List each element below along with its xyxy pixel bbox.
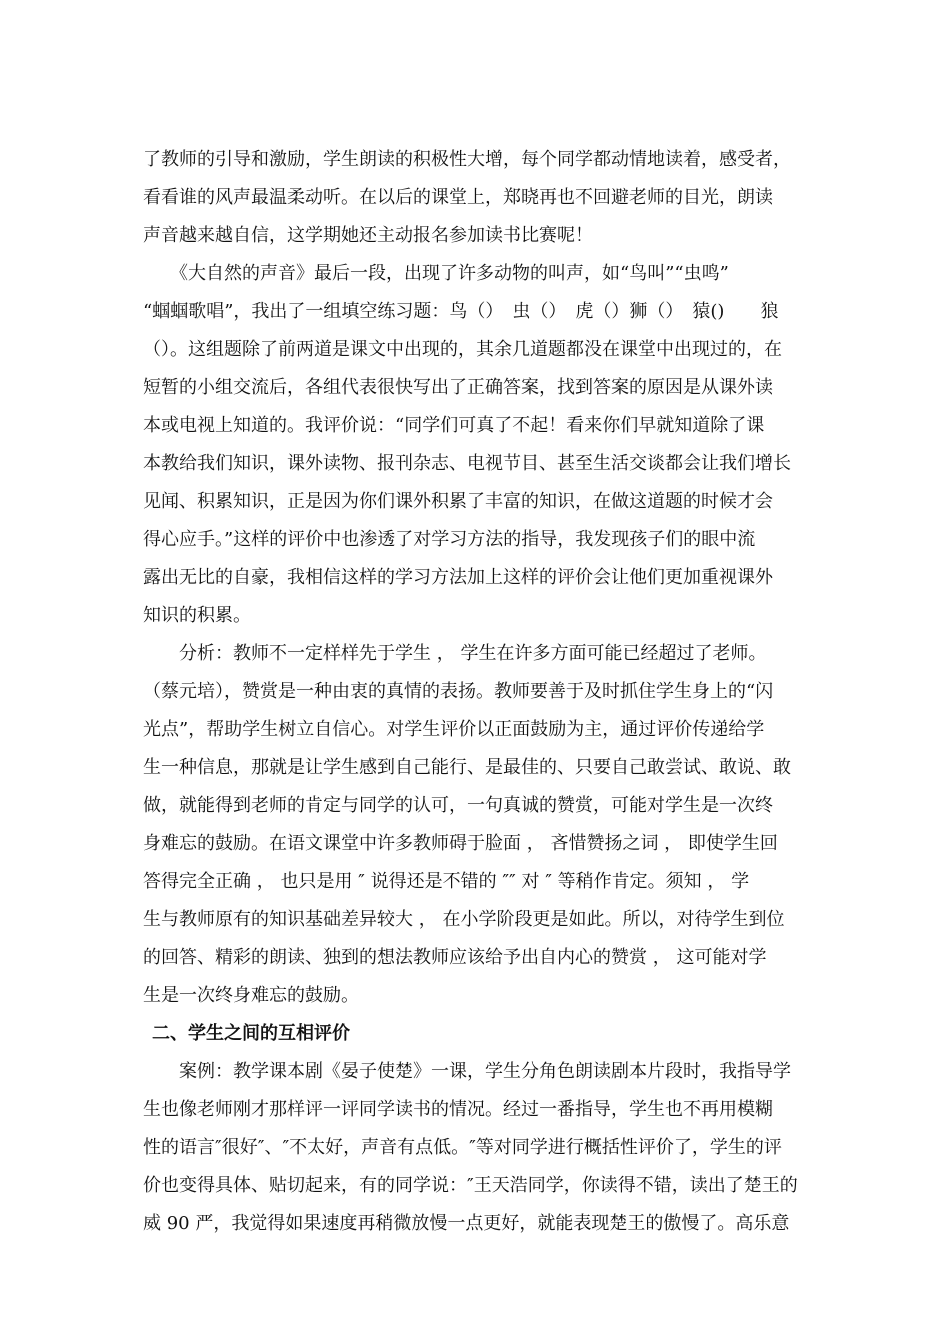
text-line: 做，就能得到老师的肯定与同学的认可，一句真诚的赞赏，可能对学生是一次终: [143, 795, 773, 816]
text-line: （）。这组题除了前两道是课文中出现的，其余几道题都没在课堂中出现过的，在: [143, 339, 782, 360]
text-line: 案例：教学课本剧《晏子使楚》一课，学生分角色朗读剧本片段时，我指导学: [143, 1061, 791, 1082]
text-line: 生一种信息，那就是让学生感到自己能行、是最佳的、只要自己敢尝试、敢说、敢: [143, 757, 791, 778]
text-line: 短暂的小组交流后，各组代表很快写出了正确答案，找到答案的原因是从课外读: [143, 377, 773, 398]
text-line: 答得完全正确 ， 也只是用 ″ 说得还是不错的 ″″ 对 ″ 等稍作肯定。须知 ， 学: [143, 871, 750, 892]
text-line: 知识的积累。: [143, 605, 251, 626]
text-line: 生也像老师刚才那样评一评同学读书的情况。经过一番指导，学生也不再用模糊: [143, 1099, 773, 1120]
text-line: 本教给我们知识，课外读物、报刊杂志、电视节目、甚至生活交谈都会让我们增长: [143, 453, 791, 474]
text-line: 身难忘的鼓励。在语文课堂中许多教师碍于脸面 ， 吝惜赞扬之词 ， 即使学生回: [143, 833, 778, 854]
text-line: 本或电视上知道的。我评价说：“同学们可真了不起！看来你们早就知道除了课: [143, 415, 765, 436]
text-line: 的回答、精彩的朗读、独到的想法教师应该给予出自内心的赞赏 ， 这可能对学: [143, 947, 767, 968]
text-line: 生与教师原有的知识基础差异较大 ， 在小学阶段更是如此。所以，对待学生到位: [143, 909, 785, 930]
text-line: 《大自然的声音》最后一段，出现了许多动物的叫声，如“鸟叫”“虫鸣”: [143, 263, 729, 284]
text-line: “蝈蝈歌唱”，我出了一组填空练习题：鸟（） 虫（） 虎（）狮（） 猿() 狼: [143, 301, 779, 322]
text-line: 光点”，帮助学生树立自信心。对学生评价以正面鼓励为主，通过评价传递给学: [143, 719, 765, 740]
text-line: 声音越来越自信，这学期她还主动报名参加读书比赛呢！: [143, 225, 593, 246]
text-line: 露出无比的自豪，我相信这样的学习方法加上这样的评价会让他们更加重视课外: [143, 567, 773, 588]
text-line: 生是一次终身难忘的鼓励。: [143, 985, 359, 1006]
text-line: 得心应手。”这样的评价中也渗透了对学习方法的指导，我发现孩子们的眼中流: [143, 529, 756, 550]
text-line: 看看谁的风声最温柔动听。在以后的课堂上，郑晓再也不回避老师的目光，朗读: [143, 187, 773, 208]
text-line: 了教师的引导和激励，学生朗读的积极性大增，每个同学都动情地读着，感受者，: [143, 149, 791, 170]
text-line: 见闻、积累知识，正是因为你们课外积累了丰富的知识，在做这道题的时候才会: [143, 491, 773, 512]
text-line: 分析：教师不一定样样先于学生 ， 学生在许多方面可能已经超过了老师。: [143, 643, 767, 664]
text-line: 价也变得具体、贴切起来，有的同学说：″王天浩同学，你读得不错，读出了楚王的: [143, 1175, 798, 1196]
section-heading: 二、学生之间的互相评价: [152, 1023, 350, 1044]
text-line: 性的语言″很好″、″不太好，声音有点低。″等对同学进行概括性评价了，学生的评: [143, 1137, 782, 1158]
text-line: 威 90 严，我觉得如果速度再稍微放慢一点更好，就能表现楚王的傲慢了。高乐意: [143, 1213, 790, 1234]
text-line: （蔡元培），赞赏是一种由衷的真情的表扬。教师要善于及时抓住学生身上的“闪: [143, 681, 774, 702]
